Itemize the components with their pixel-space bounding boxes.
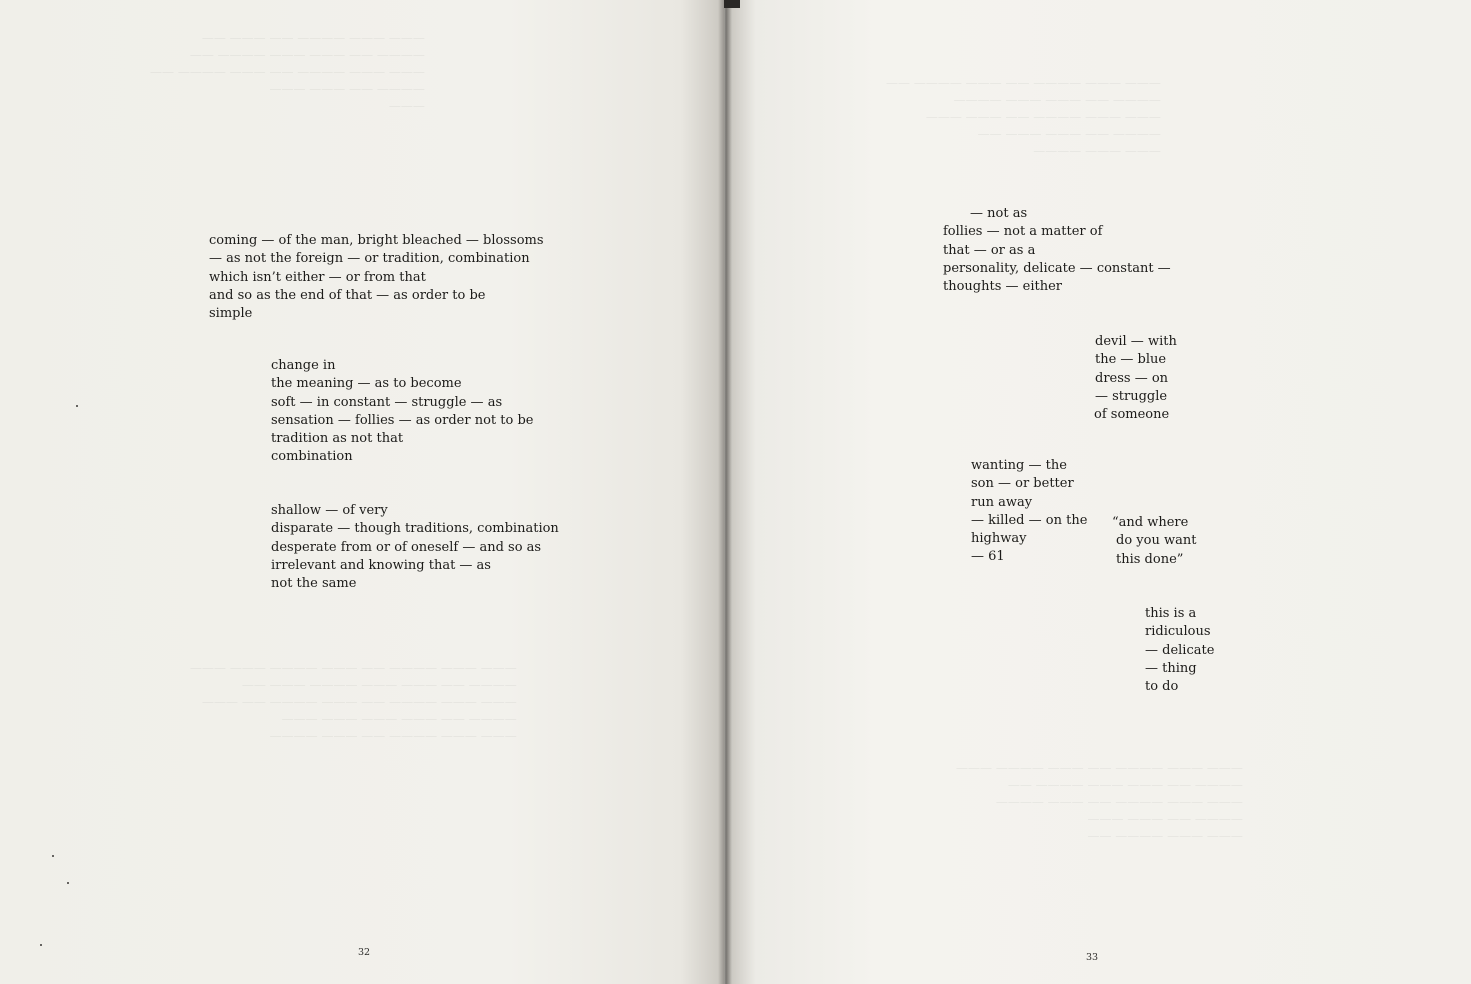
verse-line: sensation — follies — as order not to be xyxy=(271,412,534,428)
page-number: 33 xyxy=(1086,952,1099,963)
verse-line: this is a xyxy=(1145,606,1197,621)
verse-line: devil — with xyxy=(1095,334,1177,349)
verse-line: the — blue xyxy=(1095,352,1167,368)
show-through-text: ——— ——— ———— —— ——— ———— ——— ——— ———— —— ——— ——— ———— ——— —— ——— ——— ———— —— ——— ———— —— ——— ———— —— ——— ——— ——— ——— ——— ——— ———— —— ——— ———— xyxy=(190,661,517,743)
verse-line: — killed — on the xyxy=(971,512,1088,528)
verse-line: this done” xyxy=(1116,551,1184,567)
show-through-text: ——— ——— ———— —— ——— ———— —— ———— —— ——— ——— ———— ——— ——— ———— —— ——— ——— ———— —— ——— ——— —— ——— ——— ———— xyxy=(886,76,1161,158)
verse-line: wanting — the xyxy=(971,458,1067,473)
verse-line: irrelevant and knowing that — as xyxy=(271,557,491,573)
paper-speck xyxy=(52,855,54,857)
verse-line: — as not the foreign — or tradition, combination xyxy=(209,251,530,267)
show-through-text: ——— ——— ———— —— ——— —— ———— —— ——— ——— ———— —— ——— ——— ———— —— ——— ———— —— ———— —— ——— ——— ——— xyxy=(150,31,425,113)
verse-line: highway xyxy=(971,531,1027,547)
paper-speck xyxy=(76,405,78,407)
verse-line: disparate — though traditions, combination xyxy=(271,521,559,537)
verse-line: follies — not a matter of xyxy=(943,224,1103,240)
left-stanza-3 xyxy=(271,502,559,593)
verse-line: soft — in constant — struggle — as xyxy=(271,394,503,410)
left-page xyxy=(0,0,724,984)
verse-line: change in xyxy=(271,358,336,373)
verse-line: desperate from or of oneself — and so as xyxy=(271,539,542,555)
verse-line: dress — on xyxy=(1095,370,1169,386)
verse-line: of someone xyxy=(1094,407,1170,423)
verse-line: the meaning — as to become xyxy=(271,376,462,392)
verse-line: — 61 xyxy=(971,549,1005,565)
verse-line: combination xyxy=(271,449,353,465)
verse-line: “and where xyxy=(1112,515,1189,530)
verse-line: which isn’t either — or from that xyxy=(209,269,426,285)
verse-line: — not as xyxy=(970,206,1028,221)
right-stanza-4 xyxy=(1112,514,1197,569)
paper-speck xyxy=(67,882,69,884)
verse-line: — struggle xyxy=(1095,388,1168,404)
show-through-text: ——— ——— ———— —— ——— ———— ——— ———— —— ——— ——— ———— —— ——— ——— ———— —— ——— ———— ———— —— ——— ——— ——— ——— ———— —— xyxy=(956,761,1243,843)
verse-line: — delicate xyxy=(1145,642,1215,658)
right-stanza-2 xyxy=(1094,333,1177,424)
right-page xyxy=(726,0,1471,984)
verse-line: that — or as a xyxy=(943,242,1036,258)
verse-line: do you want xyxy=(1116,533,1197,549)
verse-line: tradition as not that xyxy=(271,431,404,447)
right-stanza-1 xyxy=(943,205,1171,296)
left-stanza-1 xyxy=(209,232,544,323)
page-corner-shadow xyxy=(724,0,740,8)
verse-line: not the same xyxy=(271,576,357,592)
verse-line: thoughts — either xyxy=(943,279,1063,295)
verse-line: to do xyxy=(1145,679,1179,695)
book-gutter xyxy=(718,0,732,984)
paper-speck xyxy=(40,944,42,946)
verse-line: ridiculous xyxy=(1145,624,1211,640)
verse-line: coming — of the man, bright bleached — blossoms xyxy=(209,233,544,248)
verse-line: — thing xyxy=(1145,660,1197,676)
right-stanza-3 xyxy=(971,457,1087,567)
page-number: 32 xyxy=(358,947,371,958)
verse-line: personality, delicate — constant — xyxy=(943,260,1171,276)
verse-line: run away xyxy=(971,494,1033,510)
left-stanza-2 xyxy=(271,357,533,467)
right-stanza-5 xyxy=(1145,605,1214,696)
verse-line: son — or better xyxy=(971,476,1074,492)
verse-line: shallow — of very xyxy=(271,503,388,518)
verse-line: and so as the end of that — as order to be xyxy=(209,287,486,303)
verse-line: simple xyxy=(209,306,253,322)
